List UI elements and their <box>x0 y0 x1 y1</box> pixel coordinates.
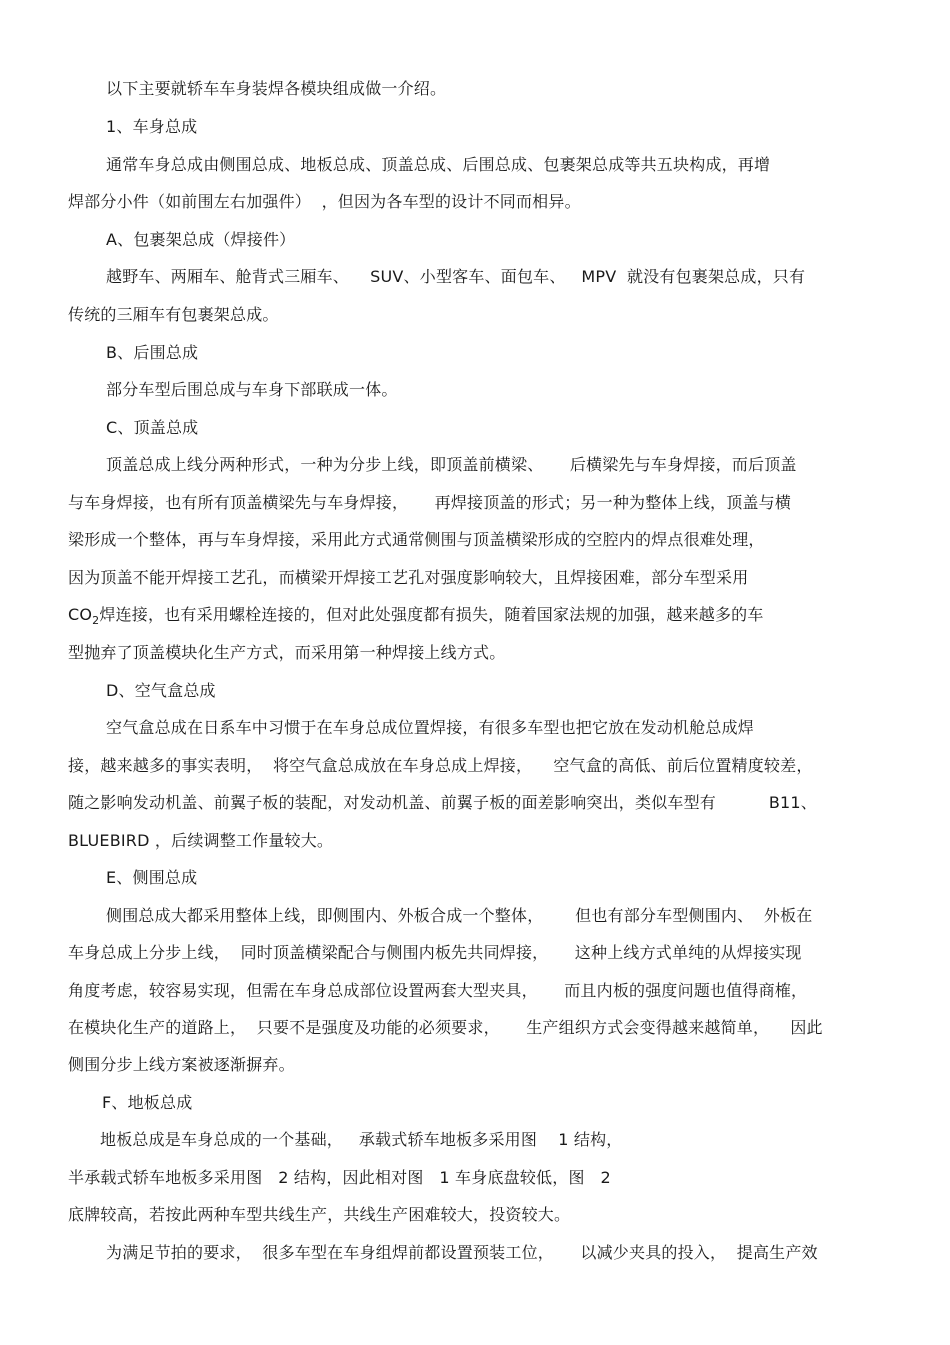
co2-after-text: 焊连接，也有采用螺栓连接的，但对此处强度都有损失，随着国家法规的加强，越来越多的车 <box>99 605 764 624</box>
paragraph-line: 焊部分小件（如前围左右加强件） ，但因为各车型的设计不同而相异。 <box>68 192 581 211</box>
paragraph-line: 地板总成是车身总成的一个基础， 承载式轿车地板多采用图 1 结构， <box>100 1130 623 1149</box>
paragraph-line: BLUEBIRD ，后续调整工作量较大。 <box>68 831 334 850</box>
co2-text: CO <box>68 605 93 624</box>
paragraph-line: 接，越来越多的事实表明， 将空气盒总成放在车身总成上焊接， 空气盒的高低、前后位置精度较差， <box>68 756 813 775</box>
paragraph-line-co2 <box>68 605 764 627</box>
paragraph-line: 梁形成一个整体，再与车身焊接，采用此方式通常侧围与顶盖横梁形成的空腔内的焊点很难处理， <box>68 530 765 549</box>
paragraph-line: 角度考虑，较容易实现，但需在车身总成部位设置两套大型夹具， 而且内板的强度问题也值得商榷， <box>68 981 808 1000</box>
paragraph-line: 部分车型后围总成与车身下部联成一体。 <box>106 380 398 399</box>
co2-subscript: 2 <box>92 614 100 627</box>
paragraph-line: 侧围总成大都采用整体上线，即侧围内、外板合成一个整体， 但也有部分车型侧围内、 外板在 <box>106 906 813 925</box>
subsection-heading: C、顶盖总成 <box>106 418 199 437</box>
paragraph-line: 通常车身总成由侧围总成、地板总成、顶盖总成、后围总成、包裹架总成等共五块构成，再增 <box>106 155 771 174</box>
subsection-heading: E、侧围总成 <box>106 868 198 887</box>
paragraph-line: 因为顶盖不能开焊接工艺孔，而横梁开焊接工艺孔对强度影响较大，且焊接困难，部分车型采用 <box>68 568 749 587</box>
paragraph-line: 型抛弃了顶盖模块化生产方式，而采用第一种焊接上线方式。 <box>68 643 506 662</box>
paragraph-line: 侧围分步上线方案被逐渐摒弃。 <box>68 1055 295 1074</box>
subsection-heading: B、后围总成 <box>106 343 199 362</box>
paragraph-line: 越野车、两厢车、舱背式三厢车、 SUV、小型客车、面包车、 MPV 就没有包裹架总成，只有 <box>106 267 806 286</box>
paragraph-line: 传统的三厢车有包裹架总成。 <box>68 305 279 324</box>
subsection-heading: D、空气盒总成 <box>106 681 216 700</box>
subsection-heading: F、地板总成 <box>102 1093 193 1112</box>
intro-line: 以下主要就轿车车身装焊各模块组成做一介绍。 <box>106 79 447 98</box>
paragraph-line: 顶盖总成上线分两种形式，一种为分步上线，即顶盖前横梁、 后横梁先与车身焊接，而后顶盖 <box>106 455 797 474</box>
subsection-heading: A、包裹架总成（焊接件） <box>106 230 296 249</box>
paragraph-line: 随之影响发动机盖、前翼子板的装配，对发动机盖、前翼子板的面差影响突出，类似车型有 B11、 <box>68 793 817 812</box>
paragraph-line: 与车身焊接，也有所有顶盖横梁先与车身焊接， 再焊接顶盖的形式；另一种为整体上线，顶盖与横 <box>68 493 792 512</box>
section-heading: 1、车身总成 <box>106 117 198 136</box>
paragraph-line: 空气盒总成在日系车中习惯于在车身总成位置焊接，有很多车型也把它放在发动机舱总成焊 <box>106 718 755 737</box>
paragraph-line: 车身总成上分步上线， 同时顶盖横梁配合与侧围内板先共同焊接， 这种上线方式单纯的从焊接实现 <box>68 943 802 962</box>
paragraph-line: 在模块化生产的道路上， 只要不是强度及功能的必须要求， 生产组织方式会变得越来越简单， 因此 <box>68 1018 823 1037</box>
paragraph-line: 底牌较高，若按此两种车型共线生产，共线生产困难较大，投资较大。 <box>68 1205 571 1224</box>
paragraph-line: 半承载式轿车地板多采用图 2 结构，因此相对图 1 车身底盘较低，图 2 <box>68 1168 611 1187</box>
paragraph-line: 为满足节拍的要求， 很多车型在车身组焊前都设置预装工位， 以减少夹具的投入， 提高生产效 <box>106 1243 818 1262</box>
